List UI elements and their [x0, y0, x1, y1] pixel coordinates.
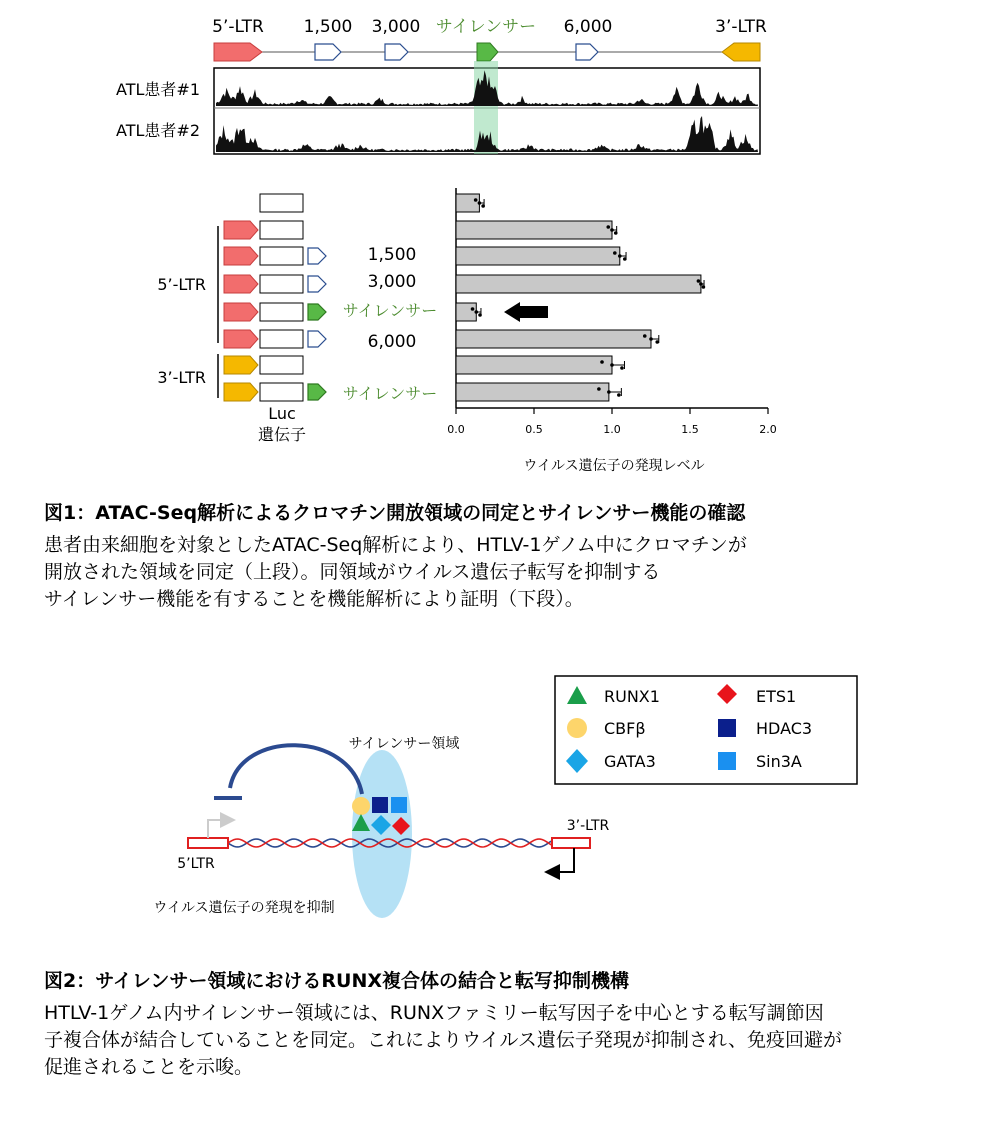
construct-row: [224, 303, 326, 321]
seg1500-arrow: [315, 44, 341, 60]
genome-segment: [308, 248, 326, 264]
complex-cbfb: [352, 797, 370, 815]
row-label-silencer: サイレンサー: [342, 301, 438, 320]
ltr5-label: 5’LTR: [177, 856, 215, 872]
data-point: [623, 257, 627, 261]
data-point: [655, 340, 659, 344]
bar: [456, 275, 701, 293]
x-tick-label: 2.0: [759, 423, 777, 436]
data-point: [702, 285, 706, 289]
legend-cbfb-label: CBFβ: [604, 719, 646, 738]
construct-row: [224, 247, 326, 265]
bar: [456, 383, 609, 401]
data-point: [600, 360, 604, 364]
ltr3-arrow: [722, 43, 760, 61]
data-point: [610, 228, 614, 232]
figure2-caption-title: 図2：サイレンサー領域におけるRUNX複合体の結合と転写抑制機構: [44, 970, 630, 992]
construct-row: [224, 275, 326, 293]
ltr3-label: 3’-LTR: [566, 818, 610, 834]
silencer-element: [308, 384, 326, 400]
ltr3-box: [552, 838, 590, 848]
promoter-arrow: [224, 247, 258, 265]
luc-box: [260, 221, 303, 239]
map-label-3ltr: 3’-LTR: [715, 17, 767, 37]
ltr5-box: [188, 838, 228, 848]
silencer-arrow: [477, 43, 498, 61]
construct-row: [224, 221, 303, 239]
data-point: [697, 279, 701, 283]
figure-2: [0, 660, 998, 960]
luc-box: [260, 356, 303, 374]
row-label-1500: 1,500: [367, 245, 417, 265]
legend-sin3a-icon: [718, 752, 736, 770]
track-label-1: ATL患者#1: [116, 80, 200, 99]
map-label-6000: 6,000: [563, 17, 613, 37]
promoter-arrow: [224, 275, 258, 293]
group-label-5ltr: 5’-LTR: [157, 275, 206, 294]
data-point: [474, 198, 478, 202]
row-label-silencer-3ltr: サイレンサー: [342, 384, 438, 403]
bar: [456, 330, 651, 348]
track-label-2: ATL患者#2: [116, 121, 200, 140]
luc-label-line1: Luc: [268, 404, 296, 423]
figure2-caption-line: HTLV-1ゲノム内サイレンサー領域には、RUNXファミリー転写因子を中心とする転写調節因: [44, 1002, 824, 1024]
legend-hdac3-icon: [718, 719, 736, 737]
bar: [456, 303, 476, 321]
promoter-arrow: [224, 330, 258, 348]
silencer-element: [308, 304, 326, 320]
tss-arrow-5ltr: [208, 820, 232, 838]
data-point: [614, 231, 618, 235]
legend-gata3-label: GATA3: [604, 752, 656, 771]
repression-arc: [230, 745, 362, 794]
data-point: [649, 337, 653, 341]
legend-hdac3-label: HDAC3: [756, 719, 813, 738]
seg6000-arrow: [576, 44, 598, 60]
genome-segment: [308, 276, 326, 292]
figure1-caption-line: サイレンサー機能を有することを機能解析により証明（下段）。: [44, 588, 584, 610]
construct-row: [260, 194, 303, 212]
promoter-arrow: [224, 356, 258, 374]
legend-runx1-label: RUNX1: [604, 687, 660, 706]
expression-bar-chart: [447, 188, 777, 436]
silencer-region-label: サイレンサー領域: [348, 736, 460, 752]
promoter-arrow: [224, 221, 258, 239]
complex-hdac3: [372, 797, 388, 813]
map-label-silencer: サイレンサー: [435, 17, 537, 37]
chart-xlabel: ウイルス遺伝子の発現レベル: [523, 458, 705, 474]
data-point: [478, 313, 482, 317]
legend-sin3a-label: Sin3A: [756, 752, 802, 771]
promoter-arrow: [224, 303, 258, 321]
luc-box: [260, 247, 303, 265]
complex-sin3a: [391, 797, 407, 813]
data-point: [474, 310, 478, 314]
tss-arrow-3ltr: [548, 848, 574, 872]
highlight-arrow: [504, 302, 548, 322]
data-point: [478, 201, 482, 205]
construct-row: [224, 330, 326, 348]
figure2-caption-line: 促進されることを示唆。: [44, 1056, 254, 1078]
x-tick-label: 0.0: [447, 423, 465, 436]
promoter-arrow: [224, 383, 258, 401]
bar: [456, 247, 620, 265]
map-label-3000: 3,000: [371, 17, 421, 37]
construct-row: [224, 383, 326, 401]
figure1-caption-line: 開放された領域を同定（上段）。同領域がウイルス遺伝子転写を抑制する: [44, 561, 661, 583]
x-tick-label: 1.0: [603, 423, 621, 436]
x-tick-label: 1.5: [681, 423, 699, 436]
legend-cbfb-icon: [567, 718, 587, 738]
bar: [456, 194, 479, 212]
ltr5-arrow: [214, 43, 262, 61]
data-point: [613, 251, 617, 255]
genome-segment: [308, 331, 326, 347]
figure1-caption-title: 図1：ATAC-Seq解析によるクロマチン開放領域の同定とサイレンサー機能の確認: [44, 502, 746, 524]
figure-1: [0, 0, 998, 490]
figure1-caption-body: [44, 532, 968, 613]
row-label-6000: 6,000: [367, 332, 417, 352]
data-point: [643, 334, 647, 338]
luc-box: [260, 330, 303, 348]
map-label-5ltr: 5’-LTR: [212, 17, 264, 37]
figure2-caption: [44, 968, 968, 1081]
data-point: [481, 204, 485, 208]
data-point: [699, 282, 703, 286]
data-point: [471, 307, 475, 311]
bar: [456, 356, 612, 374]
map-label-1500: 1,500: [303, 17, 353, 37]
figure1-caption: [44, 500, 968, 613]
group-label-3ltr: 3’-LTR: [157, 368, 206, 387]
bar: [456, 221, 612, 239]
luc-box: [260, 303, 303, 321]
luc-box: [260, 194, 303, 212]
x-tick-label: 0.5: [525, 423, 543, 436]
construct-row: [224, 356, 303, 374]
data-point: [597, 387, 601, 391]
repression-label: ウイルス遺伝子の発現を抑制: [153, 900, 335, 916]
data-point: [617, 393, 621, 397]
data-point: [618, 254, 622, 258]
seg3000-arrow: [385, 44, 408, 60]
luc-label-line2: 遺伝子: [257, 425, 307, 444]
data-point: [620, 366, 624, 370]
figure2-caption-line: 子複合体が結合していることを同定。これによりウイルス遺伝子発現が抑制され、免疫回避が: [44, 1029, 843, 1051]
data-point: [610, 363, 614, 367]
legend-ets1-label: ETS1: [756, 687, 797, 706]
luc-box: [260, 383, 303, 401]
data-point: [607, 390, 611, 394]
figure1-caption-line: 患者由来細胞を対象としたATAC-Seq解析により、HTLV-1ゲノム中にクロマチンが: [44, 534, 747, 556]
row-label-3000: 3,000: [367, 272, 417, 292]
data-point: [606, 225, 610, 229]
reporter-constructs: [224, 194, 326, 401]
figure2-caption-body: [44, 1000, 968, 1081]
luc-box: [260, 275, 303, 293]
